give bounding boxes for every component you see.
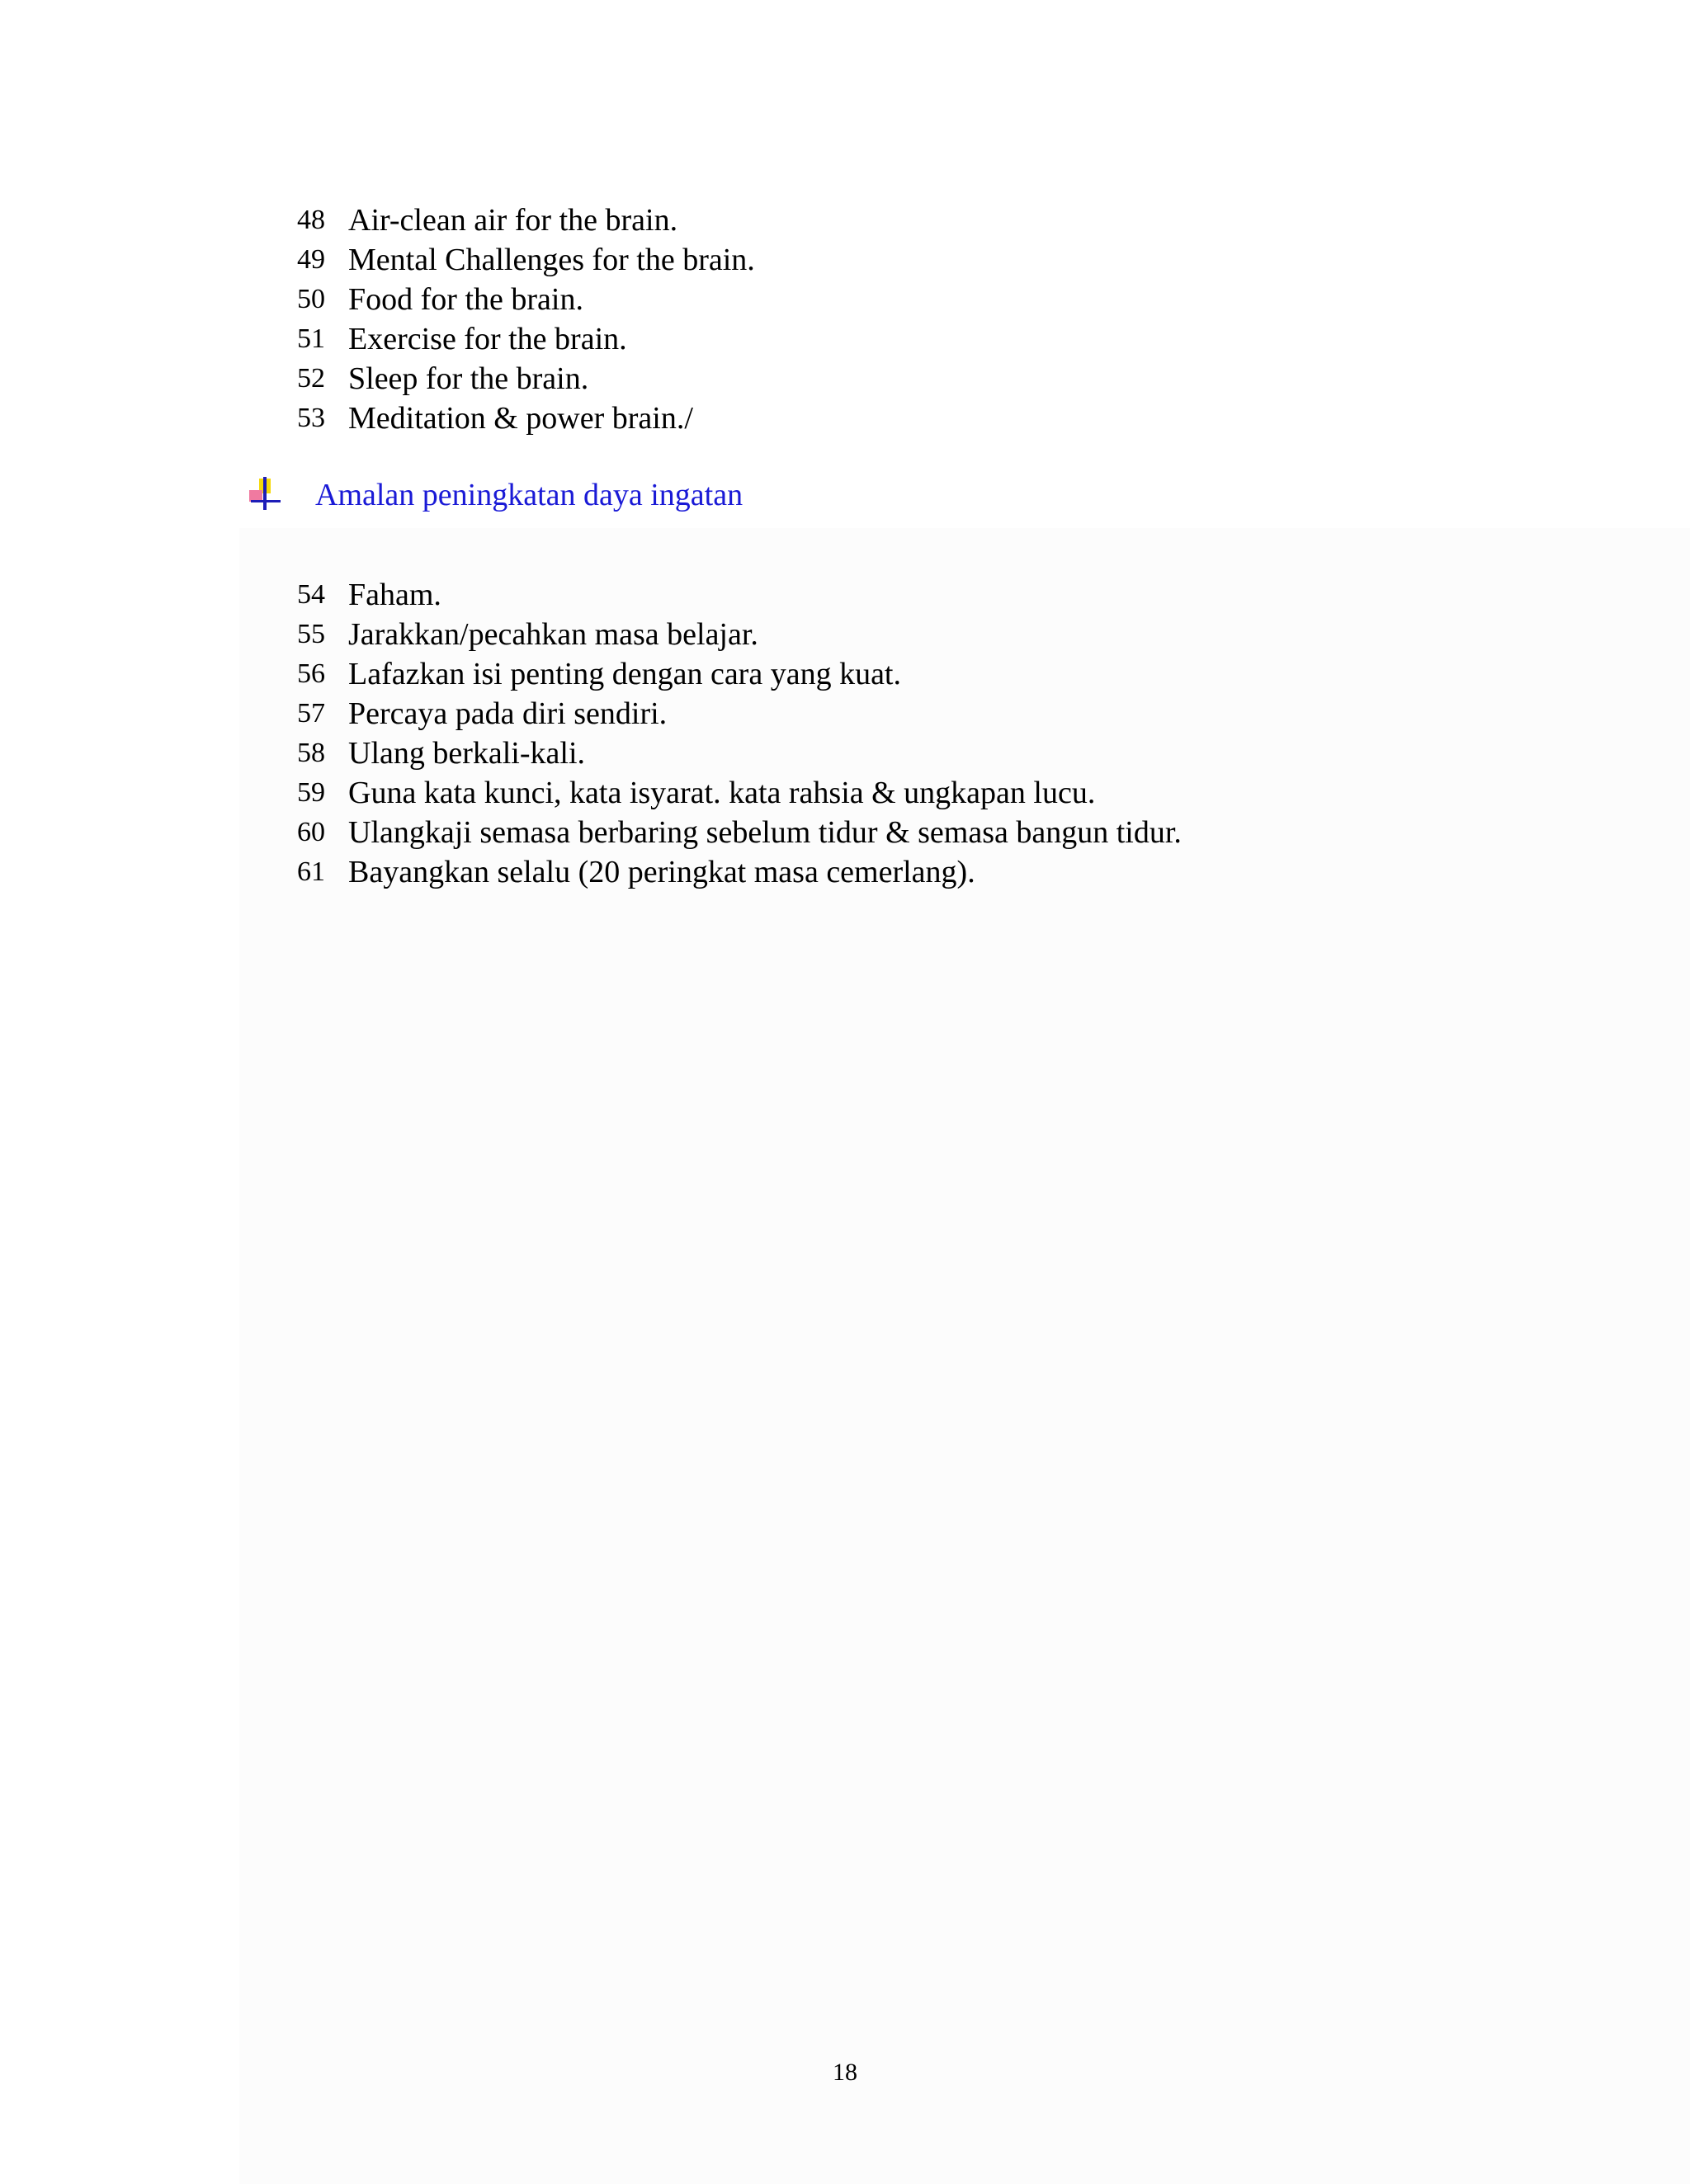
- item-text: Food for the brain.: [348, 282, 583, 317]
- item-text: Air-clean air for the brain.: [348, 203, 678, 238]
- item-number: 53: [297, 403, 325, 433]
- item-number: 51: [297, 323, 325, 354]
- section-heading-text: Amalan peningkatan daya ingatan: [315, 478, 744, 512]
- list-item: [297, 240, 755, 280]
- list-item: [297, 773, 1182, 813]
- list-item: [297, 654, 1182, 694]
- list-item: [297, 615, 1182, 654]
- item-text: Ulang berkali-kali.: [348, 736, 586, 771]
- list-item: [297, 734, 1182, 773]
- item-number: 59: [297, 777, 325, 808]
- item-number: 54: [297, 579, 325, 610]
- bullet-vertical-bar: [263, 477, 267, 510]
- item-text: Lafazkan isi penting dengan cara yang kuat.: [348, 657, 901, 691]
- item-text: Faham.: [348, 578, 441, 612]
- item-number: 55: [297, 619, 325, 649]
- list-item: [297, 280, 755, 319]
- list-item: [297, 694, 1182, 734]
- item-text: Percaya pada diri sendiri.: [348, 696, 668, 731]
- section-heading: [248, 470, 743, 520]
- page-number: 18: [833, 2059, 857, 2086]
- item-text: Jarakkan/pecahkan masa belajar.: [348, 617, 758, 652]
- item-text: Ulangkaji semasa berbaring sebelum tidur & semasa bangun tidur.: [348, 815, 1182, 850]
- item-number: 61: [297, 856, 325, 887]
- item-number: 57: [297, 698, 325, 729]
- item-text: Meditation & power brain./: [348, 401, 693, 436]
- item-number: 60: [297, 817, 325, 847]
- bullet-horizontal-bar: [251, 500, 281, 502]
- item-number: 49: [297, 244, 325, 275]
- list-item: [297, 813, 1182, 852]
- item-number: 52: [297, 363, 325, 394]
- memory-practice-list: [297, 575, 1182, 892]
- item-text: Exercise for the brain.: [348, 322, 627, 356]
- item-number: 58: [297, 738, 325, 768]
- item-number: 48: [297, 205, 325, 235]
- item-number: 50: [297, 284, 325, 314]
- brain-needs-list: [297, 200, 755, 438]
- item-text: Guna kata kunci, kata isyarat. kata rahsia & ungkapan lucu.: [348, 776, 1096, 810]
- item-text: Bayangkan selalu (20 peringkat masa cemerlang).: [348, 855, 975, 889]
- list-item: [297, 359, 755, 399]
- list-item: [297, 575, 1182, 615]
- list-item: [297, 399, 755, 438]
- item-text: Sleep for the brain.: [348, 361, 589, 396]
- item-number: 56: [297, 658, 325, 689]
- list-item: [297, 200, 755, 240]
- list-item: [297, 319, 755, 359]
- list-item: [297, 852, 1182, 892]
- item-text: Mental Challenges for the brain.: [348, 243, 755, 277]
- windows-bullet-icon: [248, 477, 284, 513]
